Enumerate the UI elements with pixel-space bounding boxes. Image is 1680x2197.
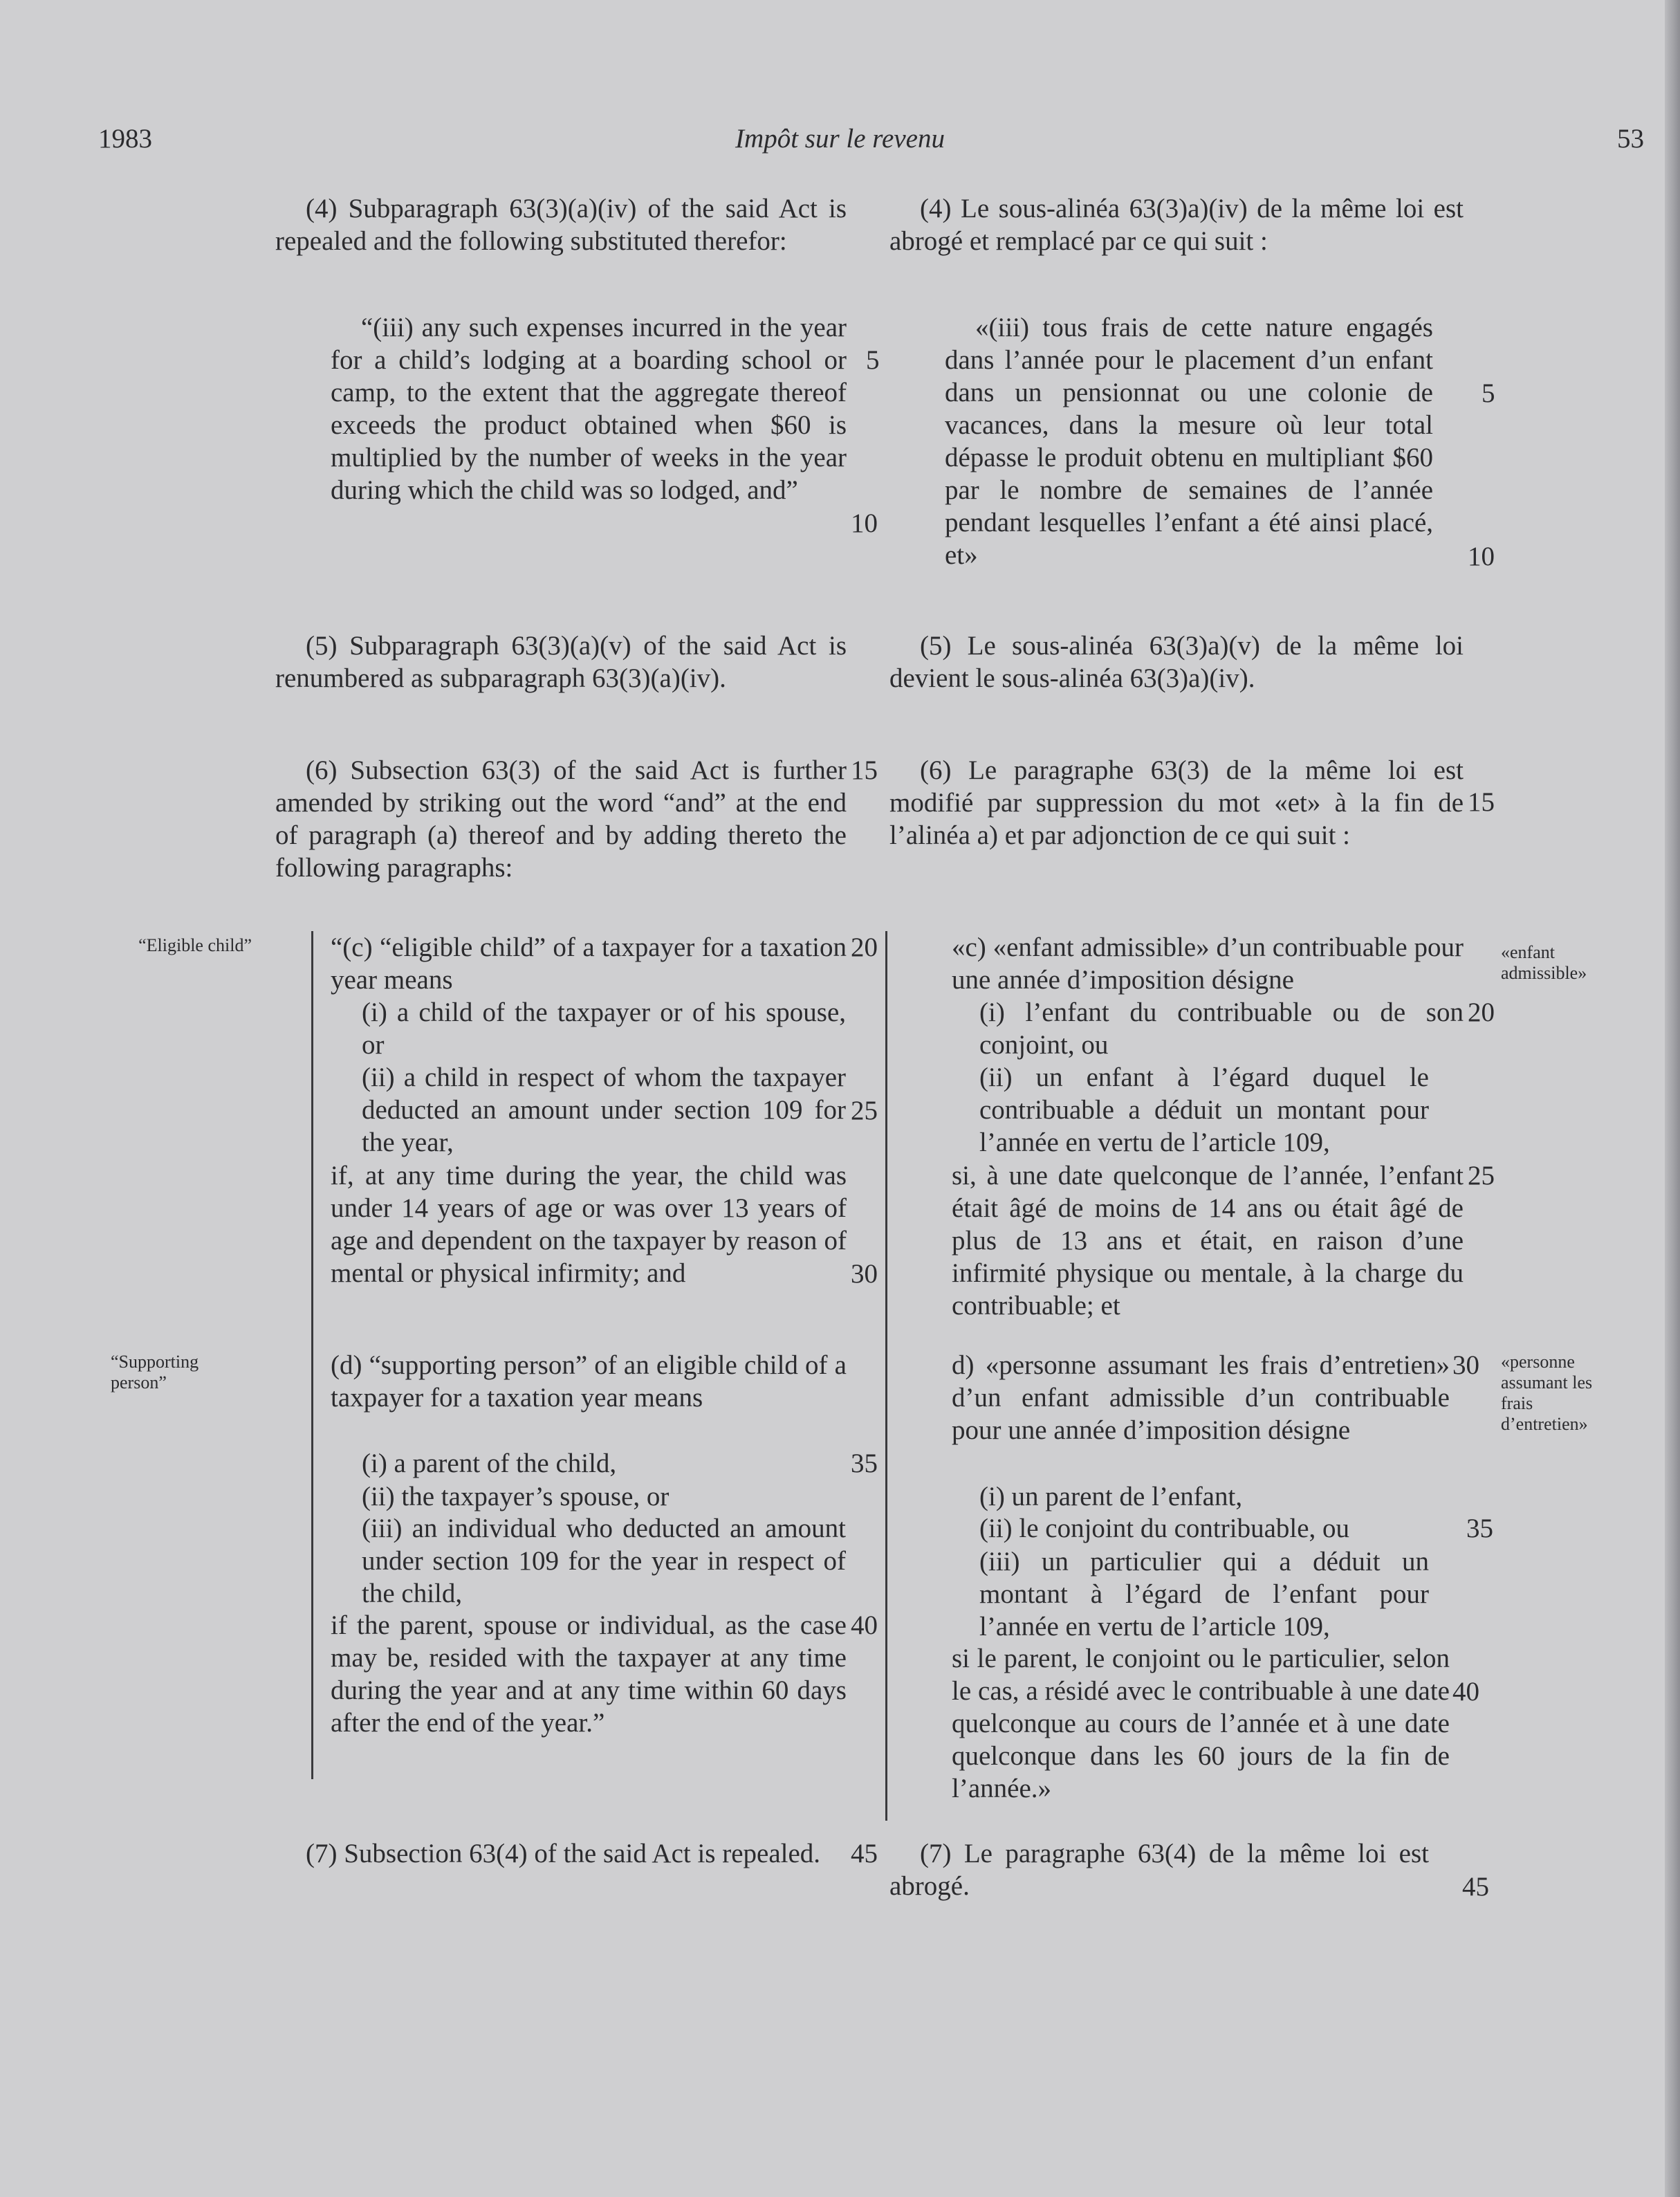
fr-para-d-tail: si le parent, le conjoint ou le particulier, selon le cas, a résidé avec le contribuable à une date quelconque au cours de l’année et à une date quelconque dans les 60 jours de la fin de l’année.» xyxy=(952,1644,1450,1803)
line-number-5: 5 xyxy=(866,345,880,375)
line-number-20: 20 xyxy=(851,932,878,962)
fr-para-c-tail: si, à une date quelconque de l’année, l’enfant était âgé de moins de 14 ans ou était âgé de plus de 13 ans et était, en raison d’une infirmité physique ou mentale, à la charge du contribuable; et xyxy=(952,1161,1464,1321)
page-edge-shadow xyxy=(1665,0,1680,2197)
fr-para-c-ii: (ii) un enfant à l’égard duquel le contribuable a déduit un montant pour l’année en vertu de l’article 109, xyxy=(979,1063,1429,1157)
en-subsection-4: (4) Subparagraph 63(3)(a)(iv) of the said Act is repealed and the following substituted therefor: xyxy=(275,194,847,256)
fr-para-d-head: d) «personne assumant les frais d’entretien» d’un enfant admissible d’un contribuable pour une année d’imposition désigne xyxy=(952,1350,1450,1445)
fr-para-d-i: (i) un parent de l’enfant, xyxy=(979,1482,1243,1511)
fr-para-d-ii: (ii) le conjoint du contribuable, ou xyxy=(979,1514,1350,1543)
margin-note-eligible-child: “Eligible child” xyxy=(138,935,252,955)
fr-vertical-rule xyxy=(885,931,887,1821)
en-para-d-iii: (iii) an individual who deducted an amount under section 109 for the year in respect of the child, xyxy=(362,1514,846,1608)
fr-subsection-7: (7) Le paragraphe 63(4) de la même loi est abrogé. xyxy=(889,1839,1429,1901)
header-year: 1983 xyxy=(98,124,152,154)
line-number-40: 40 xyxy=(851,1610,878,1640)
line-number-30: 30 xyxy=(851,1259,878,1289)
en-para-c-head: “(c) “eligible child” of a taxpayer for a taxation year means xyxy=(331,932,847,995)
fr-line-number-10: 10 xyxy=(1468,542,1495,571)
en-subsection-4-quote: “(iii) any such expenses incurred in the year for a child’s lodging at a boarding school or camp, to the extent that the aggregate thereof exceeds the product obtained when $60 is multiplied by the number of weeks in the year during which the child was so lodged, and” xyxy=(331,313,847,505)
fr-line-number-20: 20 xyxy=(1468,998,1495,1027)
fr-line-number-30: 30 xyxy=(1452,1350,1479,1380)
line-number-35: 35 xyxy=(851,1449,878,1478)
fr-subsection-5: (5) Le sous-alinéa 63(3)a)(v) de la même loi devient le sous-alinéa 63(3)a)(iv). xyxy=(889,631,1464,693)
fr-subsection-6: (6) Le paragraphe 63(3) de la même loi est modifié par suppression du mot «et» à la fin de l’alinéa a) et par adjonction de ce qui suit : xyxy=(889,755,1464,850)
margin-note-personne-assumant: «personne assumant les frais d’entretien» xyxy=(1501,1352,1593,1434)
en-para-c-tail: if, at any time during the year, the child was under 14 years of age or was over 13 years of age and dependent on the taxpayer by reason of mental or physical infirmity; and xyxy=(331,1161,847,1288)
en-subsection-5: (5) Subparagraph 63(3)(a)(v) of the said Act is renumbered as subparagraph 63(3)(a)(iv). xyxy=(275,631,847,693)
en-para-c-i: (i) a child of the taxpayer or of his spouse, or xyxy=(362,998,846,1060)
fr-line-number-35: 35 xyxy=(1466,1514,1493,1543)
line-number-10: 10 xyxy=(851,508,878,538)
en-para-d-tail: if the parent, spouse or individual, as the case may be, resided with the taxpayer at any time during the year and at any time within 60 days after the end of the year.” xyxy=(331,1610,847,1738)
en-para-d-i: (i) a parent of the child, xyxy=(362,1449,617,1478)
fr-line-number-45: 45 xyxy=(1462,1872,1489,1902)
fr-line-number-5: 5 xyxy=(1481,378,1495,408)
fr-para-c-head: «c) «enfant admissible» d’un contribuable pour une année d’imposition désigne xyxy=(952,932,1464,995)
en-para-c-ii: (ii) a child in respect of whom the taxpayer deducted an amount under section 109 for the year, xyxy=(362,1063,846,1157)
fr-para-c-i: (i) l’enfant du contribuable ou de son conjoint, ou xyxy=(979,998,1464,1060)
line-number-15: 15 xyxy=(851,755,878,785)
fr-line-number-15: 15 xyxy=(1468,787,1495,817)
fr-subsection-4-quote: «(iii) tous frais de cette nature engagés dans l’année pour le placement d’un enfant dans un pensionnat ou une colonie de vacances, dans la mesure où leur total dépasse le produit obtenu en multipliant $60 par le nombre de semaines de l’année pendant lesquelles l’enfant a été ainsi placé, et» xyxy=(945,313,1433,570)
fr-para-d-iii: (iii) un particulier qui a déduit un montant à l’égard de l’enfant pour l’année en vertu de l’article 109, xyxy=(979,1547,1429,1642)
en-para-d-head: (d) “supporting person” of an eligible child of a taxpayer for a taxation year means xyxy=(331,1350,847,1413)
en-vertical-rule xyxy=(311,931,313,1779)
page-number: 53 xyxy=(1617,124,1644,154)
line-number-25: 25 xyxy=(851,1096,878,1125)
en-subsection-6: (6) Subsection 63(3) of the said Act is further amended by striking out the word “and” at the end of paragraph (a) thereof and by adding thereto the following paragraphs: xyxy=(275,755,847,883)
fr-subsection-4: (4) Le sous-alinéa 63(3)a)(iv) de la même loi est abrogé et remplacé par ce qui suit : xyxy=(889,194,1464,256)
en-subsection-7: (7) Subsection 63(4) of the said Act is repealed. xyxy=(306,1839,821,1868)
header-title: Impôt sur le revenu xyxy=(735,124,945,154)
margin-note-enfant-admissible: «enfant admissible» xyxy=(1501,942,1587,983)
line-number-45: 45 xyxy=(851,1839,878,1868)
fr-line-number-40: 40 xyxy=(1452,1677,1479,1707)
margin-note-supporting-person: “Supporting person” xyxy=(111,1352,199,1392)
en-para-d-ii: (ii) the taxpayer’s spouse, or xyxy=(362,1482,670,1511)
fr-line-number-25: 25 xyxy=(1468,1161,1495,1191)
